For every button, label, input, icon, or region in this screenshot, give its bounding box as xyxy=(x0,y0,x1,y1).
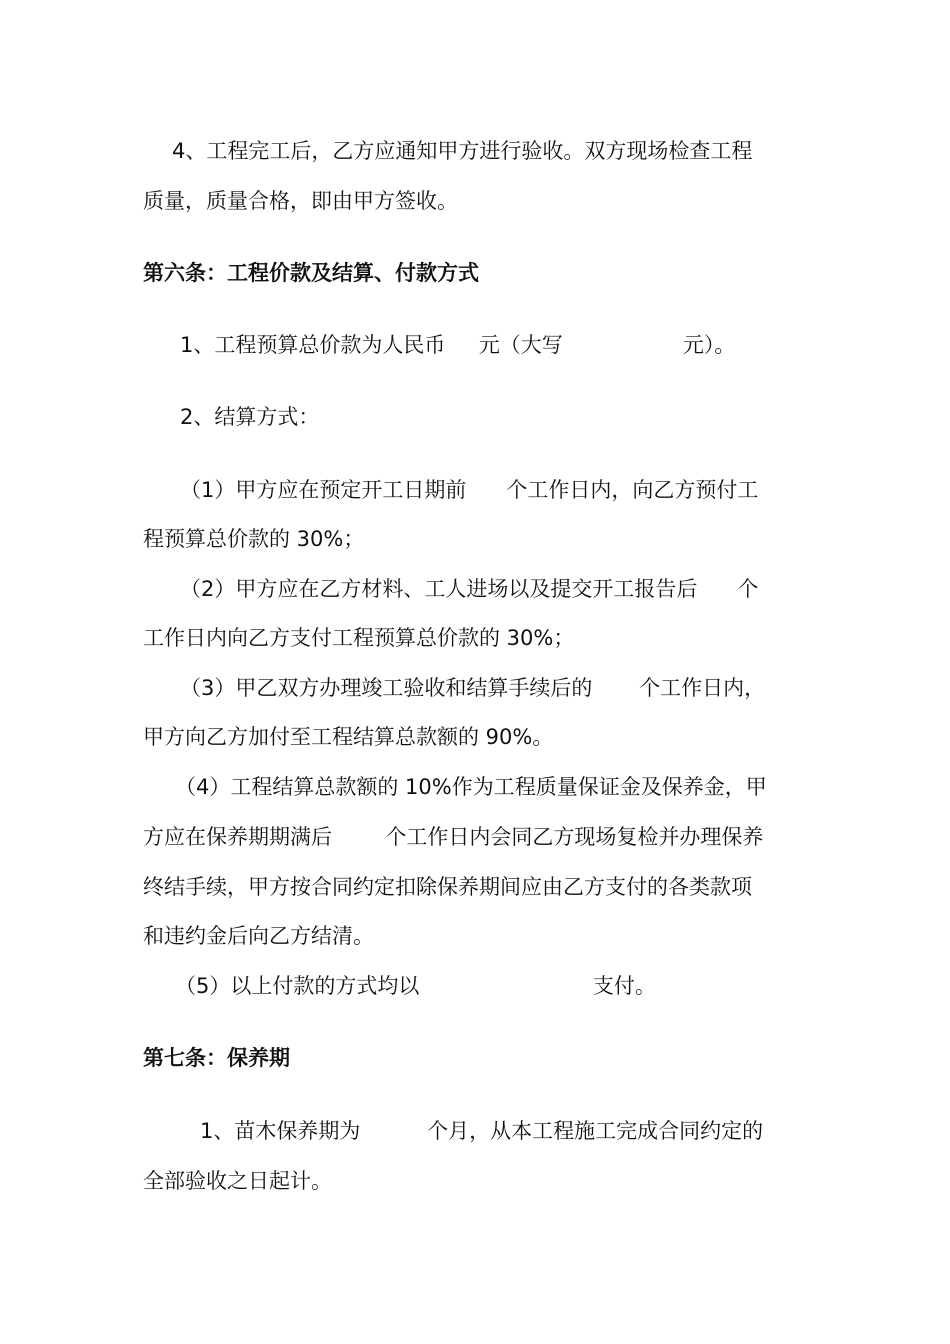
payment-sub-5: （5）以上付款的方式均以 支付。 xyxy=(175,974,656,998)
payment-sub-2-line1: （2）甲方应在乙方材料、工人进场以及提交开工报告后 个 xyxy=(180,577,759,601)
payment-sub-2-line2: 工作日内向乙方支付工程预算总价款的 30%； xyxy=(143,626,575,650)
article-6-item-1: 1、工程预算总价款为人民币 元（大写 元）。 xyxy=(180,333,736,357)
article-6-heading: 第六条：工程价款及结算、付款方式 xyxy=(143,261,479,285)
payment-sub-4-line4: 和违约金后向乙方结清。 xyxy=(143,924,374,948)
article-7-item-1-line1: 1、苗木保养期为 个月，从本工程施工完成合同约定的 xyxy=(200,1119,764,1143)
payment-sub-4-line1: （4）工程结算总款额的 10%作为工程质量保证金及保养金，甲 xyxy=(175,775,767,799)
payment-sub-3-line2: 甲方向乙方加付至工程结算总款额的 90%。 xyxy=(143,725,554,749)
article-7-item-1-line2: 全部验收之日起计。 xyxy=(143,1169,332,1193)
payment-sub-4-line3: 终结手续，甲方按合同约定扣除保养期间应由乙方支付的各类款项 xyxy=(143,875,752,899)
payment-sub-1-line1: （1）甲方应在预定开工日期前 个工作日内，向乙方预付工 xyxy=(180,478,759,502)
clause-item-4-line2: 质量，质量合格，即由甲方签收。 xyxy=(143,189,458,213)
article-6-item-2: 2、结算方式： xyxy=(180,405,320,429)
clause-item-4-line1: 4、工程完工后，乙方应通知甲方进行验收。双方现场检查工程 xyxy=(172,139,753,163)
payment-sub-4-line2: 方应在保养期期满后 个工作日内会同乙方现场复检并办理保养 xyxy=(143,825,764,849)
payment-sub-1-line2: 程预算总价款的 30%； xyxy=(143,527,365,551)
article-7-heading: 第七条：保养期 xyxy=(143,1046,290,1070)
payment-sub-3-line1: （3）甲乙双方办理竣工验收和结算手续后的 个工作日内， xyxy=(180,676,766,700)
